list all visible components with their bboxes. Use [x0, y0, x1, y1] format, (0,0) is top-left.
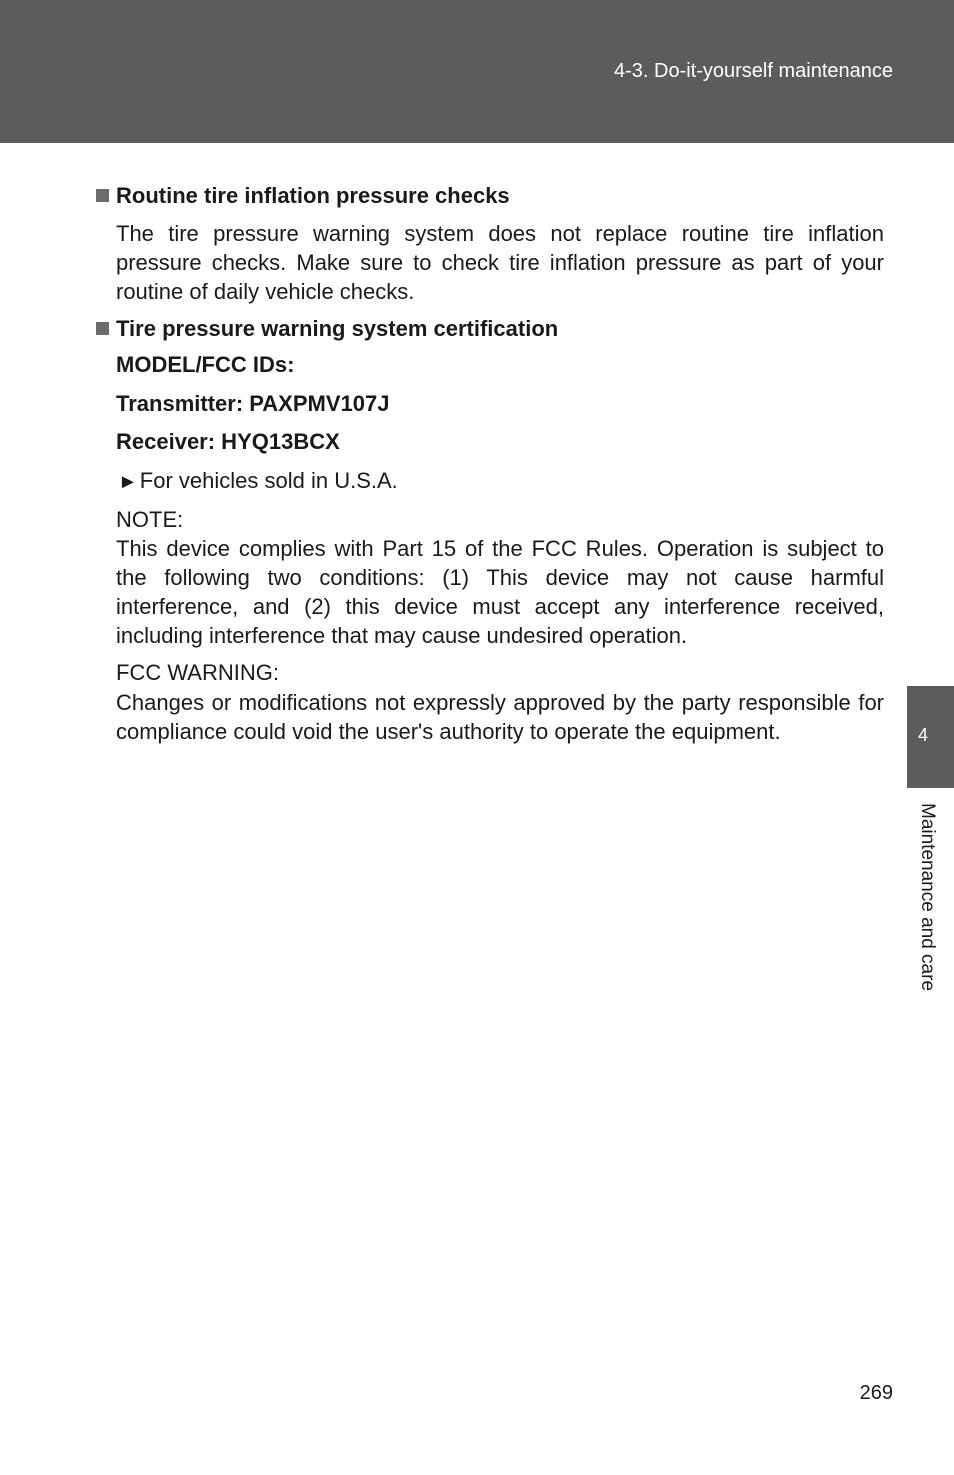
square-bullet-icon [96, 189, 109, 202]
chapter-title: 4-3. Do-it-yourself maintenance [613, 60, 893, 82]
fcc-warning-paragraph: Changes or modifications not expressly approved by the party responsible for compliance could void the user's authority to operate the equipment. [116, 690, 884, 744]
note-paragraph: This device complies with Part 15 of the FCC Rules. Operation is subject to the following two conditions: (1) This device may not cause harmful interference, and (2) this device must accept any interference received, including interference that may cause undesired operation. [116, 536, 884, 648]
square-bullet-icon [96, 322, 109, 335]
section-heading-certification [96, 316, 558, 342]
fcc-warning-label: FCC WARNING: [116, 660, 279, 685]
receiver-id: Receiver: HYQ13BCX [116, 429, 340, 454]
note-label: NOTE: [116, 507, 184, 532]
region-text: For vehicles sold in U.S.A. [139, 468, 398, 493]
section-heading-routine [96, 183, 510, 209]
right-triangle-icon: ► [118, 471, 138, 493]
region-line [118, 468, 398, 495]
transmitter-id: Transmitter: PAXPMV107J [116, 391, 390, 416]
page-header [0, 0, 954, 143]
model-ids-label: MODEL/FCC IDs: [116, 352, 295, 377]
chapter-side-label-text: Maintenance and care [917, 803, 938, 992]
chapter-number: 4 [917, 725, 928, 745]
chapter-side-label [915, 803, 939, 1018]
page-number: 269 [859, 1382, 893, 1404]
routine-paragraph: The tire pressure warning system does not replace routine tire inflation pressure checks. Make sure to check tire inflation pressure as part of your routine of daily vehicle checks. [116, 221, 884, 304]
heading-text: Routine tire inflation pressure checks [116, 183, 510, 208]
heading-text: Tire pressure warning system certification [116, 316, 559, 341]
chapter-tab [907, 686, 954, 788]
